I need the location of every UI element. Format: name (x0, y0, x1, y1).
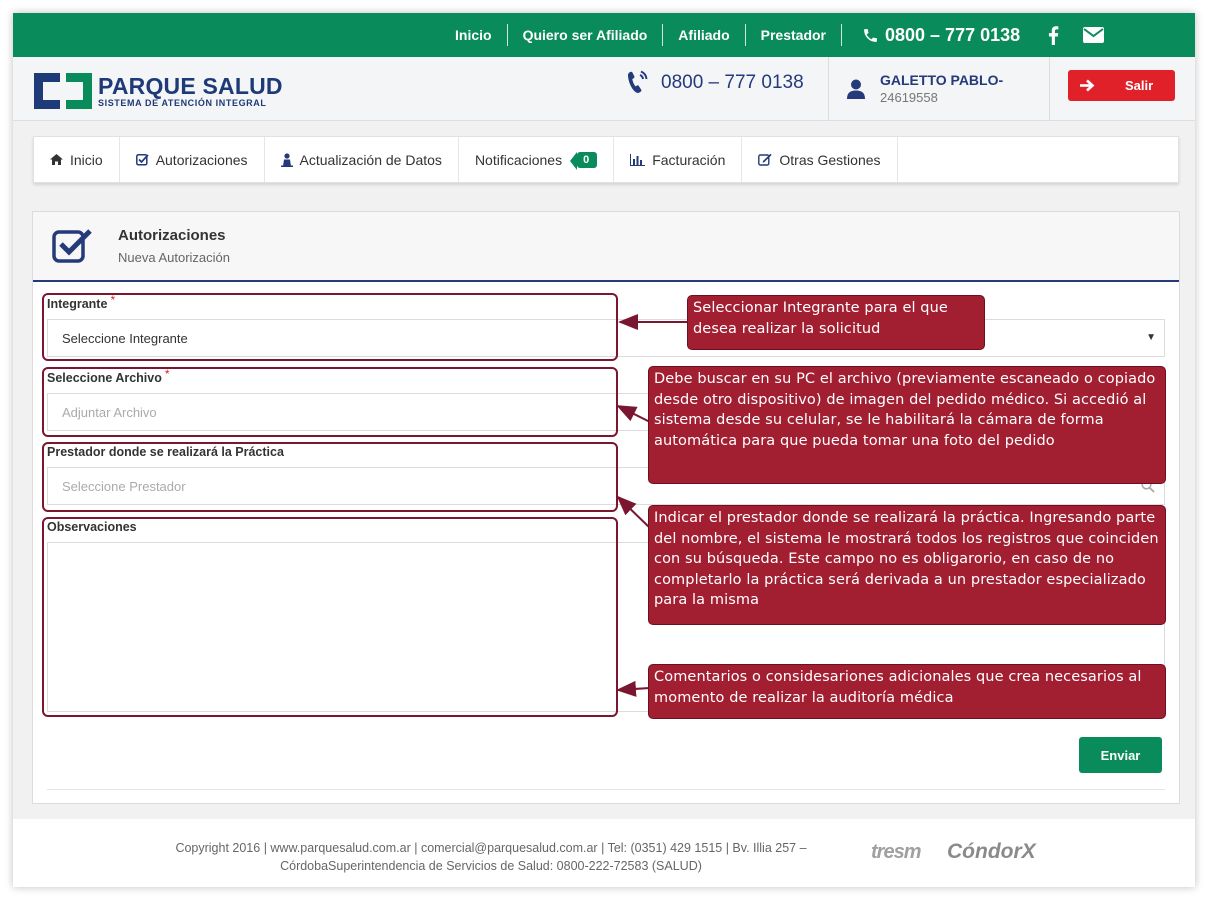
caret-down-icon: ▼ (1146, 332, 1156, 343)
callout-prestador: Indicar el prestador donde se realizará la práctica. Ingresando parte del nombre, el sistema le mostrará todos los registros que coinciden con su búsqueda. Este campo no es obligarorio, en caso de no completarlo la práctica será derivada a un prestador especializado para la misma (648, 505, 1166, 625)
callout-integrante: Seleccionar Integrante para el que desea realizar la solicitud (687, 295, 985, 350)
required-mark: * (164, 367, 170, 381)
menu-item-label: Facturación (652, 151, 726, 168)
integrante-select-value: Seleccione Integrante (62, 330, 188, 346)
menu-item-label: Inicio (70, 151, 103, 168)
arrow-observaciones (618, 688, 650, 690)
arrow-archivo (618, 406, 650, 422)
logout-label: Salir (1125, 78, 1154, 93)
menu-item-label: Notificaciones (474, 151, 563, 168)
logo-subtitle: SISTEMA DE ATENCIÓN INTEGRAL (98, 98, 267, 108)
top-link-inicio[interactable]: Inicio (440, 24, 508, 46)
brand-logo-condorx: CóndorX (947, 840, 1036, 863)
footer-line-2: CórdobaSuperintendencia de Servicios de Salud: 0800-222-72583 (SALUD) (280, 859, 702, 873)
logo-title: PARQUE SALUD (98, 73, 283, 99)
archivo-input-placeholder: Adjuntar Archivo (62, 404, 157, 420)
observaciones-label: Observaciones (47, 520, 137, 534)
top-phone-number: 0800 – 777 0138 (885, 24, 1021, 45)
user-name: GALETTO PABLO- (880, 72, 1004, 88)
arrow-prestador (618, 497, 650, 528)
prestador-search-placeholder: Seleccione Prestador (62, 478, 186, 494)
menu-item-label: Actualización de Datos (299, 151, 442, 168)
menu-item-label: Otras Gestiones (779, 151, 881, 168)
top-link-afiliado[interactable]: Afiliado (663, 24, 745, 46)
menu-item-label: Autorizaciones (155, 151, 248, 168)
callout-archivo: Debe buscar en su PC el archivo (previamente escaneado o copiado desde otro dispositivo) de imagen del pedido médico. Si accedió al sistema desde su celular, se le habilitará la cámara de forma automática para que pueda tomar una foto del pedido (648, 366, 1166, 484)
top-link-prestador[interactable]: Prestador (746, 24, 842, 46)
user-id: 24619558 (880, 90, 938, 105)
callout-observaciones: Comentarios o considesariones adicionales que crea necesarios al momento de realizar la auditoría médica (648, 664, 1166, 719)
prestador-label: Prestador donde se realizará la Práctica (47, 445, 284, 459)
panel-title: Autorizaciones (118, 227, 226, 244)
integrante-label: Integrante * (47, 293, 116, 311)
panel-subtitle: Nueva Autorización (118, 250, 231, 265)
archivo-label: Seleccione Archivo * (47, 367, 170, 385)
top-link-quiero-ser-afiliado[interactable]: Quiero ser Afiliado (508, 24, 664, 46)
brand-logo-tresm: tresm (871, 841, 921, 863)
submit-button[interactable]: Enviar (1079, 737, 1162, 773)
required-mark: * (110, 293, 116, 307)
header-phone-number: 0800 – 777 0138 (661, 72, 804, 93)
footer-line-1: Copyright 2016 | www.parquesalud.com.ar | comercial@parquesalud.com.ar | Tel: (0351) 429 1515 | Bv. Illia 257 – (175, 841, 807, 855)
notifications-count-badge: 0 (577, 152, 597, 168)
